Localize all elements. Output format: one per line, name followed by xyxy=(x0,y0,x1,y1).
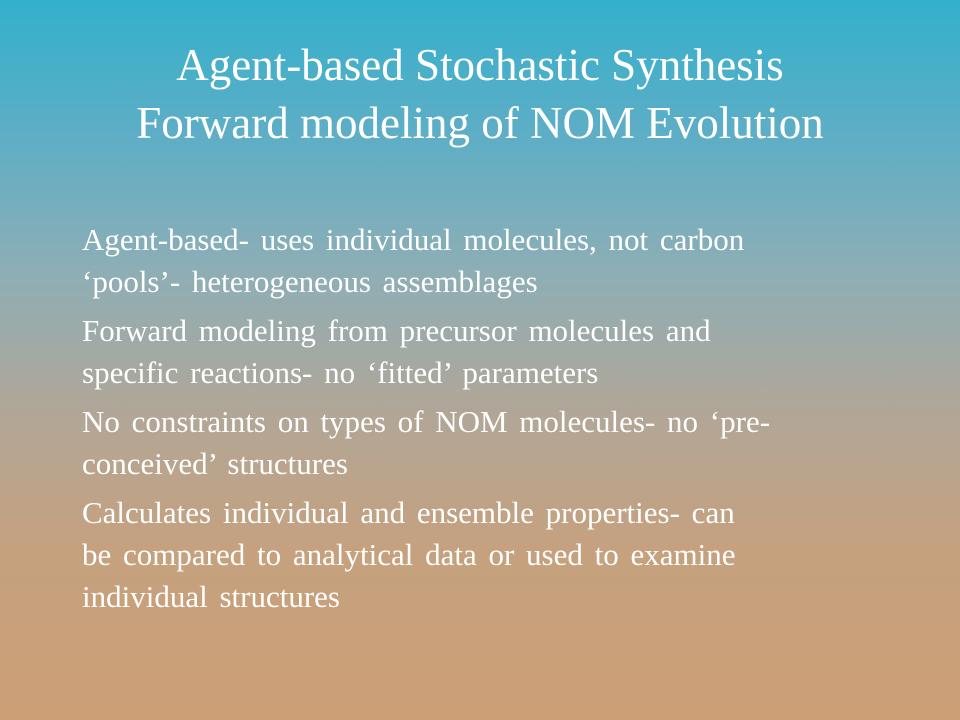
bullet-line: No constraints on types of NOM molecules- no ‘pre- xyxy=(82,404,771,439)
slide-title-line-1: Agent-based Stochastic Synthesis xyxy=(176,40,784,90)
bullet-line: Calculates individual and ensemble properties- can xyxy=(82,495,735,530)
bullet-line: Agent-based- uses individual molecules, not carbon xyxy=(82,222,745,257)
bullet-line: specific reactions- no ‘fitted’ parameters xyxy=(82,355,599,390)
bullet-line: individual structures xyxy=(82,579,340,614)
bullet-line: be compared to analytical data or used to examine xyxy=(82,537,736,572)
bullet-item-agent-based xyxy=(82,219,882,303)
slide-title xyxy=(0,36,960,152)
bullet-line: Forward modeling from precursor molecules and xyxy=(82,313,711,348)
bullet-item-calculates-properties xyxy=(82,492,882,618)
bullet-list xyxy=(82,219,882,625)
bullet-line: ‘pools’- heterogeneous assemblages xyxy=(82,264,538,299)
slide-title-line-2: Forward modeling of NOM Evolution xyxy=(136,98,824,148)
bullet-item-forward-modeling xyxy=(82,310,882,394)
bullet-item-no-constraints xyxy=(82,401,882,485)
bullet-line: conceived’ structures xyxy=(82,446,348,481)
